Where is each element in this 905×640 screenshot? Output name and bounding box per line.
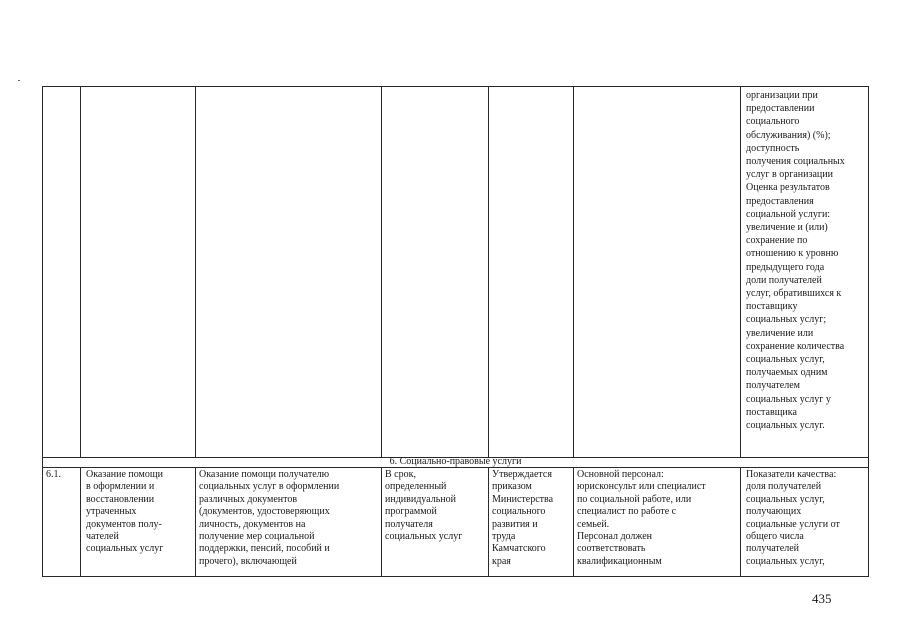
service-name-cell: Оказание помощи в оформлении и восстановлении утраченных документов полу- чателей социальных услуг bbox=[86, 469, 164, 555]
col-divider-6b bbox=[740, 467, 741, 577]
quality-indicators-cell: Показатели качества: доля получателей социальных услуг, получающих социальные услуги от общего числа получателей социальных услуг, bbox=[746, 469, 840, 567]
service-term-cell: В срок, определенный индивидуальной программой получателя социальных услуг bbox=[385, 469, 463, 543]
page-number: 435 bbox=[812, 591, 832, 606]
continuation-indicators-cell: организации при предоставлении социального обслуживания) (%); доступность получения социальных услуг в организации Оценка результатов предоставления социальной услуги: увеличение и (или) сохранение по отношению к уровню предыдущего года доли получателей услуг, обратившихся к поставщику социальных услуг; увеличение или сохранение количества социальных услуг, получаемых одним получателем социальных услуг у поставщика социальных услуг. bbox=[746, 90, 845, 432]
col-divider-5 bbox=[573, 86, 574, 457]
col-divider-5b bbox=[573, 467, 574, 577]
col-divider-3b bbox=[381, 467, 382, 577]
margin-mark bbox=[18, 80, 20, 81]
col-divider-2b bbox=[195, 467, 196, 577]
tariff-cell: Утверждается приказом Министерства социального развития и труда Камчатского края bbox=[492, 469, 554, 567]
col-divider-3 bbox=[381, 86, 382, 457]
section-header: 6. Социально-правовые услуги bbox=[389, 457, 522, 467]
col-divider-1b bbox=[80, 467, 81, 577]
col-divider-2 bbox=[195, 86, 196, 457]
service-description-cell: Оказание помощи получателю социальных услуг в оформлении различных документов (документов, удостоверяющих личность, документов на получение мер социальной поддержки, пенсий, пособий и прочего), включающей bbox=[199, 469, 340, 567]
table-bottom-border bbox=[42, 576, 869, 577]
col-divider-4b bbox=[488, 467, 489, 577]
col-divider-4 bbox=[488, 86, 489, 457]
table-left-border bbox=[42, 86, 43, 577]
col-divider-6 bbox=[740, 86, 741, 457]
row-number: 6.1. bbox=[46, 469, 61, 480]
table-right-border bbox=[868, 86, 869, 577]
col-divider-1 bbox=[80, 86, 81, 457]
conditions-cell: Основной персонал: юрисконсульт или специалист по социальной работе, или специалист по работе с семьей. Персонал должен соответствовать квалификационным bbox=[577, 469, 706, 567]
table-top-border bbox=[42, 86, 869, 87]
